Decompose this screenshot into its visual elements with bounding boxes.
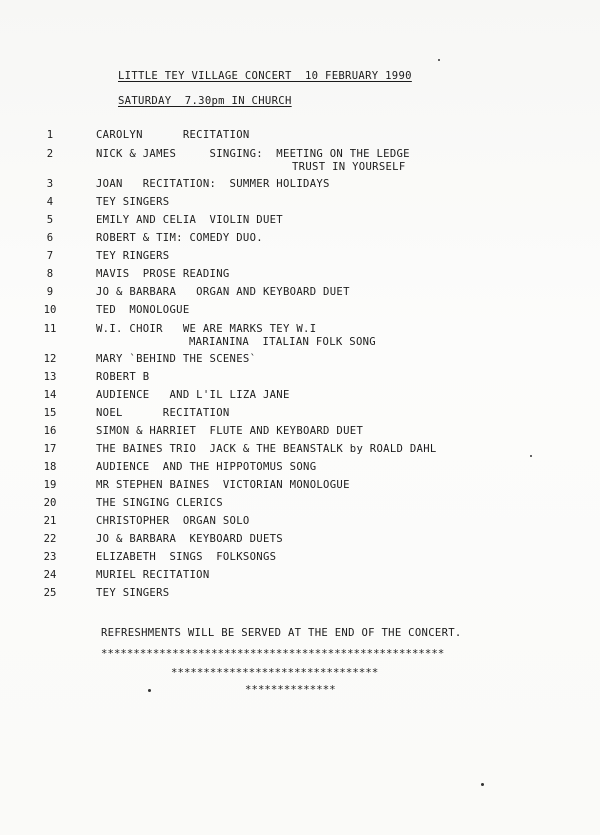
item-number: 15 <box>43 407 57 419</box>
star-divider-1: ***************************************************** <box>101 648 445 660</box>
item-text: JOAN RECITATION: SUMMER HOLIDAYS <box>96 178 330 190</box>
item-text: THE BAINES TRIO JACK & THE BEANSTALK by ROALD DAHL <box>96 443 437 455</box>
item-text: ROBERT & TIM: COMEDY DUO. <box>96 232 263 244</box>
item-number: 4 <box>46 196 54 208</box>
ink-speck <box>438 59 440 61</box>
item-text: NICK & JAMES SINGING: MEETING ON THE LEDGE <box>96 148 410 160</box>
item-text: TEY SINGERS <box>96 196 170 208</box>
item-text-continuation: TRUST IN YOURSELF <box>292 161 406 173</box>
item-number: 11 <box>43 323 57 335</box>
item-text: ELIZABETH SINGS FOLKSONGS <box>96 551 277 563</box>
item-number: 5 <box>46 214 54 226</box>
item-text-continuation: MARIANINA ITALIAN FOLK SONG <box>189 336 376 348</box>
item-text: ROBERT B <box>96 371 150 383</box>
item-number: 16 <box>43 425 57 437</box>
item-number: 25 <box>43 587 57 599</box>
item-text: AUDIENCE AND L'IL LIZA JANE <box>96 389 290 401</box>
item-text: EMILY AND CELIA VIOLIN DUET <box>96 214 283 226</box>
item-text: MARY `BEHIND THE SCENES` <box>96 353 257 365</box>
item-text: JO & BARBARA KEYBOARD DUETS <box>96 533 283 545</box>
refreshments-note: REFRESHMENTS WILL BE SERVED AT THE END OF THE CONCERT. <box>101 627 462 639</box>
item-number: 6 <box>46 232 54 244</box>
item-text: CHRISTOPHER ORGAN SOLO <box>96 515 250 527</box>
item-number: 9 <box>46 286 54 298</box>
item-text: TEY SINGERS <box>96 587 170 599</box>
item-text: TED MONOLOGUE <box>96 304 190 316</box>
item-number: 21 <box>43 515 57 527</box>
item-text: MAVIS PROSE READING <box>96 268 230 280</box>
item-number: 1 <box>46 129 54 141</box>
item-text: TEY RINGERS <box>96 250 170 262</box>
item-text: JO & BARBARA ORGAN AND KEYBOARD DUET <box>96 286 350 298</box>
item-number: 7 <box>46 250 54 262</box>
star-divider-2: ******************************** <box>171 667 379 679</box>
item-number: 23 <box>43 551 57 563</box>
item-text: SIMON & HARRIET FLUTE AND KEYBOARD DUET <box>96 425 364 437</box>
item-number: 8 <box>46 268 54 280</box>
item-number: 12 <box>43 353 57 365</box>
ink-speck <box>481 783 484 786</box>
ink-speck <box>530 455 532 457</box>
item-text: W.I. CHOIR WE ARE MARKS TEY W.I <box>96 323 317 335</box>
item-number: 14 <box>43 389 57 401</box>
item-text: CAROLYN RECITATION <box>96 129 250 141</box>
item-number: 13 <box>43 371 57 383</box>
item-text: THE SINGING CLERICS <box>96 497 223 509</box>
item-text: AUDIENCE AND THE HIPPOTOMUS SONG <box>96 461 317 473</box>
item-number: 17 <box>43 443 57 455</box>
item-number: 2 <box>46 148 54 160</box>
concert-subtitle: SATURDAY 7.30pm IN CHURCH <box>118 95 292 107</box>
item-text: MURIEL RECITATION <box>96 569 210 581</box>
item-number: 3 <box>46 178 54 190</box>
concert-title: LITTLE TEY VILLAGE CONCERT 10 FEBRUARY 1990 <box>118 70 412 82</box>
item-number: 18 <box>43 461 57 473</box>
ink-speck <box>148 689 151 692</box>
star-divider-3: ************** <box>245 684 336 696</box>
item-number: 20 <box>43 497 57 509</box>
item-number: 19 <box>43 479 57 491</box>
item-number: 22 <box>43 533 57 545</box>
item-number: 24 <box>43 569 57 581</box>
item-text: MR STEPHEN BAINES VICTORIAN MONOLOGUE <box>96 479 350 491</box>
item-number: 10 <box>43 304 57 316</box>
item-text: NOEL RECITATION <box>96 407 230 419</box>
